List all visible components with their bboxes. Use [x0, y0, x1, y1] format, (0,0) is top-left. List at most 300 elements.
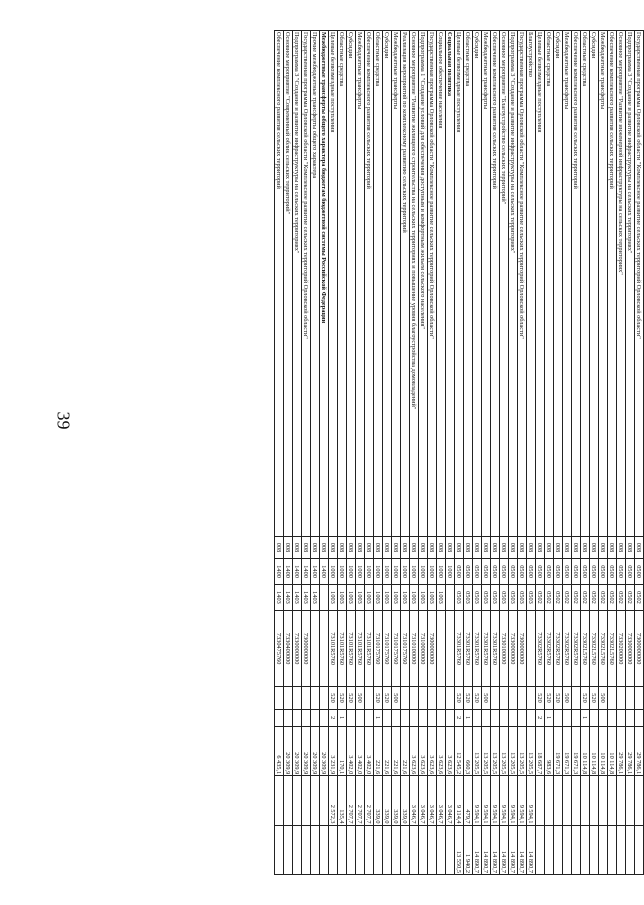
- grbs-code-cell: 008: [473, 536, 482, 558]
- amount-year2-cell: 9 114,4: [455, 776, 464, 825]
- amount-year3-cell: [554, 825, 563, 874]
- amount-year3-cell: 14 890,7: [527, 825, 536, 874]
- amount-year3-cell: [419, 825, 428, 874]
- expense-type-cell: [284, 687, 293, 709]
- section-code-cell: 1000: [383, 559, 392, 585]
- target-article-cell: 73301R5760: [473, 610, 482, 687]
- table-row: [311, 31, 320, 875]
- fund-source-cell: [482, 709, 491, 726]
- target-article-cell: 73302R5760: [563, 610, 572, 687]
- fund-source-cell: [302, 709, 311, 726]
- row-name-cell: Государственная программа Орловской области "Комплексное развитие сельских территорий Орловской области": [302, 31, 311, 537]
- amount-year3-cell: 14 890,7: [500, 825, 509, 874]
- amount-year2-cell: 9 594,1: [518, 776, 527, 825]
- expense-type-cell: 520: [464, 687, 473, 709]
- fund-source-cell: [491, 709, 500, 726]
- subsection-code-cell: 1003: [329, 585, 338, 611]
- expense-type-cell: 500: [599, 687, 608, 709]
- table-row: [284, 31, 293, 875]
- section-code-cell: 0500: [527, 559, 536, 585]
- expense-type-cell: [608, 687, 617, 709]
- table-row: [617, 31, 626, 875]
- grbs-code-cell: 008: [572, 536, 581, 558]
- subsection-code-cell: 1003: [419, 585, 428, 611]
- subsection-code-cell: 1003: [365, 585, 374, 611]
- target-article-cell: 7330400000: [284, 610, 293, 687]
- target-article-cell: 7330475760: [275, 610, 284, 687]
- amount-year1-cell: 3 623,6: [410, 726, 419, 775]
- amount-year1-cell: 13 205,5: [500, 726, 509, 775]
- grbs-code-cell: 008: [545, 536, 554, 558]
- expense-type-cell: [302, 687, 311, 709]
- target-article-cell: 7300000000: [428, 610, 437, 687]
- row-name-cell: Государственная программа Орловской области "Комплексное развитие сельских территорий Орловской области": [428, 31, 437, 537]
- expense-type-cell: 520: [455, 687, 464, 709]
- row-name-cell: Межбюджетные трансферты: [356, 31, 365, 537]
- section-code-cell: 0500: [500, 559, 509, 585]
- fund-source-cell: [617, 709, 626, 726]
- amount-year2-cell: [293, 776, 302, 825]
- table-row: [446, 31, 455, 875]
- table-row: [392, 31, 401, 875]
- expense-type-cell: 520: [338, 687, 347, 709]
- row-name-cell: Подпрограмма 3 "Создание и развитие инфраструктуры на сельских территориях": [626, 31, 635, 537]
- row-name-cell: Субсидии: [554, 31, 563, 537]
- row-name-cell: Обеспечение комплексного развития сельских территорий: [491, 31, 500, 537]
- subsection-code-cell: 0503: [500, 585, 509, 611]
- expense-type-cell: [491, 687, 500, 709]
- row-name-cell: Областные средства: [374, 31, 383, 537]
- target-article-cell: [320, 610, 329, 687]
- grbs-code-cell: 008: [347, 536, 356, 558]
- target-article-cell: 7300000000: [518, 610, 527, 687]
- table-row: [491, 31, 500, 875]
- row-name-cell: Целевые безвозмездные поступления: [455, 31, 464, 537]
- amount-year1-cell: 20 309,9: [302, 726, 311, 775]
- table-row: [437, 31, 446, 875]
- row-name-cell: Межбюджетные трансферты: [482, 31, 491, 537]
- row-name-cell: Субсидии: [473, 31, 482, 537]
- amount-year3-cell: [428, 825, 437, 874]
- section-code-cell: 0500: [626, 559, 635, 585]
- expense-type-cell: 520: [329, 687, 338, 709]
- fund-source-cell: [356, 709, 365, 726]
- amount-year1-cell: 3 623,6: [446, 726, 455, 775]
- grbs-code-cell: 008: [428, 536, 437, 558]
- section-code-cell: 1400: [311, 559, 320, 585]
- grbs-code-cell: 008: [338, 536, 347, 558]
- subsection-code-cell: 0502: [626, 585, 635, 611]
- amount-year1-cell: 221,6: [383, 726, 392, 775]
- subsection-code-cell: 0502: [545, 585, 554, 611]
- table-row: [410, 31, 419, 875]
- fund-source-cell: 2: [329, 709, 338, 726]
- amount-year2-cell: 3 046,7: [437, 776, 446, 825]
- subsection-code-cell: 0502: [581, 585, 590, 611]
- expense-type-cell: 520: [374, 687, 383, 709]
- section-code-cell: 0500: [590, 559, 599, 585]
- amount-year3-cell: [617, 825, 626, 874]
- fund-source-cell: [347, 709, 356, 726]
- expense-type-cell: 520: [473, 687, 482, 709]
- row-name-cell: Межбюджетные трансферты: [599, 31, 608, 537]
- amount-year1-cell: 13 205,5: [518, 726, 527, 775]
- grbs-code-cell: 008: [554, 536, 563, 558]
- table-row: [338, 31, 347, 875]
- amount-year1-cell: 983,6: [545, 726, 554, 775]
- table-row: [608, 31, 617, 875]
- amount-year1-cell: 19 671,3: [554, 726, 563, 775]
- expense-type-cell: 520: [347, 687, 356, 709]
- amount-year2-cell: 3 046,7: [446, 776, 455, 825]
- expense-type-cell: 520: [536, 687, 545, 709]
- grbs-code-cell: 008: [374, 536, 383, 558]
- row-name-cell: Государственная программа Орловской области "Комплексное развитие сельских территорий Орловской области": [518, 31, 527, 537]
- table-row: [509, 31, 518, 875]
- subsection-code-cell: 0502: [635, 585, 644, 611]
- row-name-cell: Межбюджетные трансферты общего характера бюджетам бюджетной системы Российской Федерации: [320, 31, 329, 537]
- section-code-cell: 0500: [455, 559, 464, 585]
- section-code-cell: 0500: [536, 559, 545, 585]
- amount-year2-cell: [608, 776, 617, 825]
- target-article-cell: [311, 610, 320, 687]
- section-code-cell: 1000: [347, 559, 356, 585]
- subsection-code-cell: 0503: [455, 585, 464, 611]
- grbs-code-cell: 008: [410, 536, 419, 558]
- row-name-cell: Обеспечение комплексного развития сельских территорий: [365, 31, 374, 537]
- fund-source-cell: [635, 709, 644, 726]
- row-name-cell: Благоустройство: [527, 31, 536, 537]
- grbs-code-cell: 008: [536, 536, 545, 558]
- section-code-cell: 1000: [401, 559, 410, 585]
- amount-year2-cell: 479,7: [464, 776, 473, 825]
- amount-year1-cell: 10 114,8: [599, 726, 608, 775]
- section-code-cell: 0500: [509, 559, 518, 585]
- row-name-cell: Подпрограмма 1 "Создание условий для обеспечения доступным и комфортным жильем сельского населения": [419, 31, 428, 537]
- amount-year1-cell: 170,1: [338, 726, 347, 775]
- section-code-cell: 0500: [635, 559, 644, 585]
- amount-year1-cell: 19 671,3: [572, 726, 581, 775]
- section-code-cell: 0500: [581, 559, 590, 585]
- target-article-cell: 7310175760: [401, 610, 410, 687]
- section-code-cell: 0500: [482, 559, 491, 585]
- amount-year1-cell: 660,3: [464, 726, 473, 775]
- grbs-code-cell: 008: [482, 536, 491, 558]
- amount-year3-cell: [356, 825, 365, 874]
- table-row: [428, 31, 437, 875]
- amount-year3-cell: [437, 825, 446, 874]
- row-name-cell: Основное мероприятие "Развитие жилищного строительства на сельских территориях и повышение уровня благоустройства домовладений": [410, 31, 419, 537]
- fund-source-cell: [563, 709, 572, 726]
- subsection-code-cell: 0502: [599, 585, 608, 611]
- amount-year1-cell: 20 309,9: [320, 726, 329, 775]
- subsection-code-cell: 0502: [590, 585, 599, 611]
- grbs-code-cell: 008: [635, 536, 644, 558]
- expense-type-cell: [635, 687, 644, 709]
- row-name-cell: Обеспечение комплексного развития сельских территорий: [275, 31, 284, 537]
- expense-type-cell: 520: [554, 687, 563, 709]
- target-article-cell: 73302L5760: [590, 610, 599, 687]
- fund-source-cell: [401, 709, 410, 726]
- grbs-code-cell: 008: [311, 536, 320, 558]
- amount-year1-cell: 3 402,0: [347, 726, 356, 775]
- amount-year3-cell: [410, 825, 419, 874]
- table-row: [572, 31, 581, 875]
- expense-type-cell: 520: [383, 687, 392, 709]
- row-name-cell: Межбюджетные трансферты: [563, 31, 572, 537]
- section-code-cell: 1000: [428, 559, 437, 585]
- subsection-code-cell: 1003: [401, 585, 410, 611]
- expense-type-cell: [311, 687, 320, 709]
- section-code-cell: 0500: [464, 559, 473, 585]
- row-name-cell: Областные средства: [464, 31, 473, 537]
- section-code-cell: 0500: [572, 559, 581, 585]
- target-article-cell: 73301R5760: [455, 610, 464, 687]
- subsection-code-cell: [320, 585, 329, 611]
- subsection-code-cell: 1403: [275, 585, 284, 611]
- subsection-code-cell: 1003: [410, 585, 419, 611]
- fund-source-cell: [428, 709, 437, 726]
- section-code-cell: 1000: [410, 559, 419, 585]
- amount-year3-cell: 13 550,5: [455, 825, 464, 874]
- table-row: [347, 31, 356, 875]
- expense-type-cell: [293, 687, 302, 709]
- fund-source-cell: [599, 709, 608, 726]
- grbs-code-cell: 008: [599, 536, 608, 558]
- amount-year2-cell: 9 594,1: [509, 776, 518, 825]
- subsection-code-cell: 0502: [572, 585, 581, 611]
- fund-source-cell: [311, 709, 320, 726]
- amount-year2-cell: [284, 776, 293, 825]
- amount-year1-cell: 13 205,5: [482, 726, 491, 775]
- table-row: [275, 31, 284, 875]
- subsection-code-cell: 0503: [473, 585, 482, 611]
- amount-year2-cell: 135,4: [338, 776, 347, 825]
- target-article-cell: 7330100000: [500, 610, 509, 687]
- section-code-cell: 1400: [284, 559, 293, 585]
- amount-year2-cell: 339,0: [374, 776, 383, 825]
- grbs-code-cell: 008: [401, 536, 410, 558]
- section-code-cell: 0500: [473, 559, 482, 585]
- target-article-cell: 73302L5760: [581, 610, 590, 687]
- amount-year3-cell: [572, 825, 581, 874]
- row-name-cell: Областные средства: [581, 31, 590, 537]
- row-name-cell: Целевые безвозмездные поступления: [536, 31, 545, 537]
- amount-year3-cell: [536, 825, 545, 874]
- expense-type-cell: [320, 687, 329, 709]
- row-name-cell: Целевые безвозмездные поступления: [329, 31, 338, 537]
- amount-year2-cell: [581, 776, 590, 825]
- fund-source-cell: 2: [536, 709, 545, 726]
- amount-year3-cell: 14 890,7: [518, 825, 527, 874]
- fund-source-cell: [275, 709, 284, 726]
- amount-year3-cell: [392, 825, 401, 874]
- grbs-code-cell: 008: [464, 536, 473, 558]
- row-name-cell: Подпрограмма 3 "Создание и развитие инфраструктуры на сельских территориях": [293, 31, 302, 537]
- amount-year2-cell: 2 572,3: [329, 776, 338, 825]
- grbs-code-cell: 008: [608, 536, 617, 558]
- fund-source-cell: [446, 709, 455, 726]
- expense-type-cell: [527, 687, 536, 709]
- amount-year2-cell: [536, 776, 545, 825]
- amount-year1-cell: 13 205,5: [509, 726, 518, 775]
- fund-source-cell: [590, 709, 599, 726]
- amount-year1-cell: 29 786,1: [617, 726, 626, 775]
- target-article-cell: 7300000000: [302, 610, 311, 687]
- target-article-cell: 7330000000: [509, 610, 518, 687]
- amount-year3-cell: [590, 825, 599, 874]
- subsection-code-cell: 0503: [509, 585, 518, 611]
- amount-year2-cell: 2 707,7: [356, 776, 365, 825]
- row-name-cell: Основное мероприятие "Современный облик сельских территорий": [284, 31, 293, 537]
- fund-source-cell: [473, 709, 482, 726]
- row-name-cell: Государственная программа Орловской области "Комплексное развитие сельских территорий Орловской области": [635, 31, 644, 537]
- amount-year2-cell: 9 594,1: [473, 776, 482, 825]
- rotated-table-wrapper: [54, 30, 644, 875]
- grbs-code-cell: 008: [293, 536, 302, 558]
- expense-type-cell: 500: [356, 687, 365, 709]
- amount-year3-cell: 1 940,2: [464, 825, 473, 874]
- subsection-code-cell: 1403: [302, 585, 311, 611]
- section-code-cell: 0500: [491, 559, 500, 585]
- target-article-cell: 7330000000: [626, 610, 635, 687]
- row-name-cell: Обеспечение комплексного развития сельских территорий: [608, 31, 617, 537]
- target-article-cell: 73101R5760: [347, 610, 356, 687]
- expense-type-cell: [509, 687, 518, 709]
- fund-source-cell: 1: [581, 709, 590, 726]
- table-row: [374, 31, 383, 875]
- section-code-cell: 1400: [275, 559, 284, 585]
- section-code-cell: 1000: [392, 559, 401, 585]
- row-name-cell: Социальное обеспечение населения: [437, 31, 446, 537]
- row-name-cell: Субсидии: [347, 31, 356, 537]
- row-name-cell: Субсидии: [383, 31, 392, 537]
- subsection-code-cell: 0503: [482, 585, 491, 611]
- grbs-code-cell: 008: [392, 536, 401, 558]
- subsection-code-cell: 0503: [464, 585, 473, 611]
- table-row: [464, 31, 473, 875]
- amount-year2-cell: [572, 776, 581, 825]
- row-name-cell: Обеспечение комплексного развития сельских территорий: [572, 31, 581, 537]
- amount-year2-cell: 9 594,1: [482, 776, 491, 825]
- fund-source-cell: 1: [545, 709, 554, 726]
- row-name-cell: Областные средства: [545, 31, 554, 537]
- amount-year1-cell: 13 205,5: [527, 726, 536, 775]
- amount-year1-cell: 3 623,6: [437, 726, 446, 775]
- amount-year1-cell: 3 402,0: [365, 726, 374, 775]
- amount-year2-cell: 9 594,1: [491, 776, 500, 825]
- expense-type-cell: [275, 687, 284, 709]
- target-article-cell: 73302R5760: [554, 610, 563, 687]
- section-code-cell: 1000: [365, 559, 374, 585]
- amount-year1-cell: 3 402,0: [356, 726, 365, 775]
- expense-type-cell: [365, 687, 374, 709]
- amount-year2-cell: 2 707,7: [365, 776, 374, 825]
- grbs-code-cell: 008: [437, 536, 446, 558]
- amount-year2-cell: 339,0: [401, 776, 410, 825]
- amount-year3-cell: [626, 825, 635, 874]
- section-code-cell: 0500: [608, 559, 617, 585]
- grbs-code-cell: 008: [275, 536, 284, 558]
- table-row: [293, 31, 302, 875]
- expense-type-cell: [410, 687, 419, 709]
- expense-type-cell: [617, 687, 626, 709]
- fund-source-cell: [365, 709, 374, 726]
- amount-year2-cell: 9 594,1: [527, 776, 536, 825]
- fund-source-cell: [554, 709, 563, 726]
- expense-type-cell: [419, 687, 428, 709]
- grbs-code-cell: 008: [617, 536, 626, 558]
- budget-table: [274, 30, 644, 875]
- expense-type-cell: [401, 687, 410, 709]
- amount-year3-cell: [599, 825, 608, 874]
- amount-year2-cell: [554, 776, 563, 825]
- amount-year1-cell: 29 786,1: [635, 726, 644, 775]
- subsection-code-cell: 1403: [284, 585, 293, 611]
- amount-year2-cell: 339,0: [392, 776, 401, 825]
- amount-year1-cell: 3 231,9: [329, 726, 338, 775]
- section-code-cell: 1400: [302, 559, 311, 585]
- table-row: [554, 31, 563, 875]
- fund-source-cell: [608, 709, 617, 726]
- table-row: [590, 31, 599, 875]
- table-row: [563, 31, 572, 875]
- section-code-cell: 1400: [293, 559, 302, 585]
- target-article-cell: 7310000000: [419, 610, 428, 687]
- fund-source-cell: 1: [464, 709, 473, 726]
- table-row: [401, 31, 410, 875]
- grbs-code-cell: 008: [320, 536, 329, 558]
- expense-type-cell: 500: [482, 687, 491, 709]
- target-article-cell: 7330200000: [617, 610, 626, 687]
- grbs-code-cell: 008: [509, 536, 518, 558]
- amount-year2-cell: 3 046,7: [410, 776, 419, 825]
- target-article-cell: 73301R5760: [482, 610, 491, 687]
- subsection-code-cell: 0502: [617, 585, 626, 611]
- section-code-cell: 1400: [320, 559, 329, 585]
- amount-year1-cell: 10 114,8: [581, 726, 590, 775]
- amount-year2-cell: [590, 776, 599, 825]
- table-row: [356, 31, 365, 875]
- expense-type-cell: 520: [590, 687, 599, 709]
- subsection-code-cell: 1403: [311, 585, 320, 611]
- grbs-code-cell: 008: [626, 536, 635, 558]
- target-article-cell: 7310175760: [374, 610, 383, 687]
- amount-year2-cell: 3 046,7: [428, 776, 437, 825]
- target-article-cell: [446, 610, 455, 687]
- table-row: [626, 31, 635, 875]
- target-article-cell: 73302R5760: [572, 610, 581, 687]
- table-row: [482, 31, 491, 875]
- target-article-cell: 73301R5760: [491, 610, 500, 687]
- expense-type-cell: [428, 687, 437, 709]
- amount-year3-cell: [302, 825, 311, 874]
- expense-type-cell: [572, 687, 581, 709]
- target-article-cell: 73101R5760: [329, 610, 338, 687]
- amount-year3-cell: [338, 825, 347, 874]
- amount-year3-cell: [329, 825, 338, 874]
- subsection-code-cell: 1003: [383, 585, 392, 611]
- subsection-code-cell: 1003: [347, 585, 356, 611]
- amount-year3-cell: [635, 825, 644, 874]
- row-name-cell: Подпрограмма 3 "Создание и развитие инфраструктуры на сельских территориях": [509, 31, 518, 537]
- target-article-cell: 7330000000: [293, 610, 302, 687]
- amount-year3-cell: [365, 825, 374, 874]
- subsection-code-cell: 1003: [437, 585, 446, 611]
- subsection-code-cell: 0502: [554, 585, 563, 611]
- target-article-cell: 73101R5760: [338, 610, 347, 687]
- row-name-cell: Субсидии: [590, 31, 599, 537]
